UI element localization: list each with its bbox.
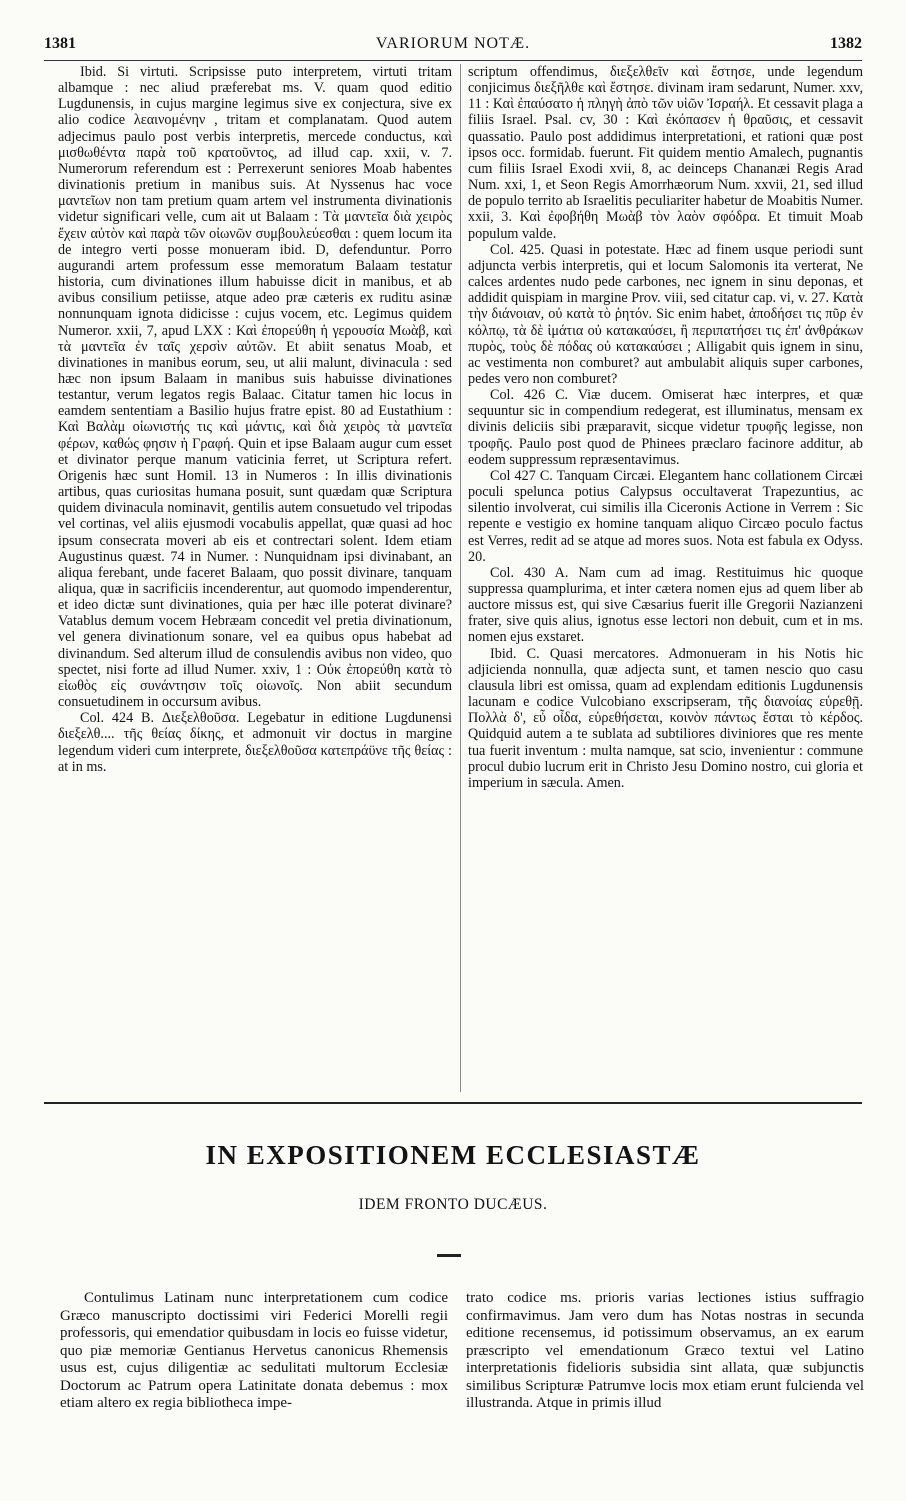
page-number-right: 1382 [830,35,862,52]
note-paragraph: Col. 430 A. Nam cum ad imag. Restituimus hic quoque suppressa quamplurima, et inter cætera nomen ejus ad quem liber ab auctore missus est, qui sive Cæsarius fuerit ille Gregorii Nazianzeni frater, sive quis alius, ignotus esse lectori non debuit, cum et in ms. nomen ejus exstaret. [468,564,863,646]
notes-right-column [468,64,863,1092]
intro-left-column [60,1290,448,1413]
intro-right-column [466,1290,864,1413]
page-header [44,32,862,58]
note-paragraph: Ibid. Si virtuti. Scripsisse puto interpretem, virtuti tritam albamque : nec aliud præferebat ms. V. quam quod editio Lugdunensis, in cujus margine legimus sive ex conjectura, sive ex alio codice λεαινομένην , tritam et complanatam. Quod autem adjecimus paulo post verbis interpretis, mercede conductus, καὶ μισθωθέντα παρὰ τοῦ κρατοῦντος, ad illud cap. xxii, v. 7. Numerorum referendum est : Perrexerunt seniores Moab habentes divinationis pretium in manibus suis. At Nyssenus hac voce μαντεῖων non tam pretium quam artem vel instrumenta divinationis videtur significari velle, cum ait ut Balaam : Τὰ μαντεῖα διὰ χειρὸς ἔχειν αὐτὸν καὶ παρὰ τῶν οἰωνῶν συμβουλεύεσθαι : quem locum ita de integro verti posse monueram ibid. D, defenduntur. Porro augurandi artem professum esse memoratum Balaam testatur historia, cum divinationes illum habuisse dicit in manibus, et ab avibus consilium petiisse, atque adeo præ cæteris ex ruditu asinæ nonnunquam ignota didicisse : cujus vocem, etc. Legimus quidem Numeror. xxii, 7, apud LXX : Καὶ ἐπορεύθη ἡ γερουσία Μωὰβ, καὶ τὰ μαντεῖα ἐν ταῖς χερσὶν αὐτῶν. Et abiit senatus Moab, et divinationes in manibus eorum, seu, ut alii malunt, divinacula : sed hæc non ipsum Balaam in manibus suis habuisse divinationes testantur, verum legatos regis Balaac. Citatur tamen hic locus in eamdem sententiam a Basilio hujus fratre epist. 80 ad Eustathium : Καὶ Βαλὰμ οἰωνιστής τις καὶ μάντις, καὶ διὰ χειρὸς τὰ μαντεῖα φέρων, καθώς φησιν ἡ Γραφή. Quin et ipse Balaam augur cum esset et divinator perque manum vaticinia ferret, ut Scriptura refert. Origenis hæc sunt Homil. 13 in Numeros : In illis divinationis artibus, quas curiositas humana posuit, sunt quædam quæ Scriptura quidem divinacula nominavit, gentilis autem consuetudo vel tripodas vel cortinas, vel aliis ejusmodi vocabulis appellat, quæ quasi ad hoc ipsum consecrata moveri ab eis et contrectari solent. Idem etiam Augustinus quæst. 74 in Numer. : Nunquidnam ipsi divinabant, an aliqua ferebant, unde faceret Balaam, quo possit divinare, tanquam aliqua, quæ in sacrificiis incenderentur, aut quomodo impenderentur, et ideo dictæ sunt divinationes, quia per hæc ille poterat divinare? Vatablus demum vocem Hebræam concedit vel pretia divinationum, vel genera divinationum sonare, vel ea quibus opus habebat ad divinandum. Sed alterum illud de consulendis avibus non video, quo spectet, nisi forte ad illud Numer. xxiv, 1 : Οὐκ ἐπορεύθη κατὰ τὸ εἰωθὸς εἰς συνάντησιν τοῖς οἰωνοῖς. Non abiit secundum consuetudinem in occursum avibus. [58,64,452,711]
note-paragraph: Ibid. C. Quasi mercatores. Admonueram in his Notis hic adjicienda nonnulla, quæ adjecta sunt, et tamen nescio quo casu clausula libri est omissa, quam ad explendam editionis Lugdunensis lacunam e codice Vulcobiano exscripseram, τῆς διανοίας εὑρεθῇ. Πολλὰ δ', εὖ οἶδα, εὑρεθήσεται, κοινὸν πάντως ἔσται τὸ κέρδος. Quidquid autem a te sublata ad subtiliores diviniores que res mente tua fuerit inventum : multa namque, sat scio, invenientur : commune procul dubio lucrum erit in Christo Jesu Domino nostro, cui gloria et imperium in sæcula. Amen. [468,645,863,791]
intro-paragraph: trato codice ms. prioris varias lectiones istius suffragio confirmavimus. Jam vero dum has Notas nostras in secunda editione recensemus, id potissimum observamus, an ex earum præscripto vel emendationum Græco textui vel Latino interpretationis fidelioris subsidia sint allata, quæ subjunctis similibus Scripturæ Patrumve locis mox etiam erunt fulcienda vel illustranda. Atque in primis illud [466,1290,864,1411]
ornament-dash [437,1254,461,1257]
note-paragraph: Col. 426 C. Viæ ducem. Omiserat hæc interpres, et quæ sequuntur sic in compendium redegerat, est illuminatus, mensam ex divinis deliciis sibi præparavit, sicque videtur τρυφῆς legisse, non τροφῆς. Paulo post quod de Phinees præclaro facinore additur, ab eodem suppressum repræsentavimus. [468,387,863,468]
running-title: VARIORUM NOTÆ. [375,35,531,52]
note-paragraph: Col 427 C. Tanquam Circæi. Elegantem hanc collationem Circæi poculi spelunca potius Calypsus occultaverat Trapezuntius, ac silentio involverat, cui similis illa Ciceronis Actione in Verrem : Sic repente e vestigio ex homine tanquam aliquo Circæo poculo factus est Verres, redit ad se atque ad mores suos. Nota est fabula ex Odyss. 20. [468,467,863,565]
section-title: IN EXPOSITIONEM ECCLESIASTÆ [205,1140,701,1170]
note-paragraph: Col. 424 B. Διεξελθοῦσα. Legebatur in editione Lugdunensi διεξελθ.... τῆς θείας δίκης, et admonuit vir doctus in margine legendum videri cum interprete, διεξελθοῦσα κατεπράϋνε τῆς θείας : at in ms. [58,710,452,775]
page-number-left: 1381 [44,35,76,52]
notes-left-column [58,64,452,1092]
note-paragraph: Col. 425. Quasi in potestate. Hæc ad finem usque periodi sunt adjuncta verbis interpretis, qui et locum Salomonis ita verterat, Ne calces ardentes nudo pede carbones, nec ignem in sinu deponas, et addidit quispiam in margine Prov. viii, sed citatur cap. vi, v. 27. Κατὰ τὴν διάνοιαν, οὐ κατὰ τὸ ῥητόν. Sic enim habet, ἀποδήσει τις πῦρ ἐν κόλπῳ, τὰ δὲ ἱμάτια οὐ κατακαύσει, ἢ περιπατήσει τις ἐπ' ἀνθράκων πυρὸς, τοὺς δὲ πόδας οὐ κατακαύσει ; Alligabit quis ignem in sinu, ac vestimenta non comburet? aut ambulabit aliquis super carbones, pedes vero non comburet? [468,241,863,387]
intro-paragraph: Contulimus Latinam nunc interpretationem cum codice Græco manuscripto doctissimi viri Federici Morelli regii professoris, qui emendatior quibusdam in locis eo fuisse videtur, quo piæ memoriæ Gentianus Hervetus canonicus Rhemensis usus est, cujus diligentiæ ac sedulitati multorum Ecclesiæ Doctorum ac Patrum opera Latinitate donata debemus : mox etiam altero ex regia bibliotheca impe- [60,1290,448,1411]
section-subtitle: IDEM FRONTO DUCÆUS. [358,1196,548,1213]
column-separator [460,64,461,1092]
section-divider [44,1102,862,1104]
header-rule [44,60,862,61]
note-paragraph: scriptum offendimus, διεξελθεῖν καὶ ἔστησε, unde legendum conjicimus διεξῆλθε καὶ ἔστησε. divinam iram sedarunt, Numer. xxv, 11 : Καὶ ἐπαύσατο ἡ πληγὴ ἀπὸ τῶν υἱῶν Ἰσραήλ. Et cessavit plaga a filiis Israel. Psal. cv, 30 : Καὶ ἐκόπασεν ἡ θραῦσις, et cessavit quassatio. Paulo post addidimus interpretationi, et rationi quæ post ipsos occ. formidab. fuerunt. Fit quidem mentio Amalech, pugnantis cum filiis Israel Exodi xvii, 8, ac deinceps Chananæi Regis Arad Num. xxi, 1, et Seon Regis Amorrhæorum Num. xxvii, 21, sed illud de populo territo ab Israelitis peculiariter habetur de Moabitis Numer. xxii, 3. Καὶ ἐφοβήθη Μωὰβ τὸν λαὸν σφόδρα. Et timuit Moab populum valde. [468,64,863,242]
